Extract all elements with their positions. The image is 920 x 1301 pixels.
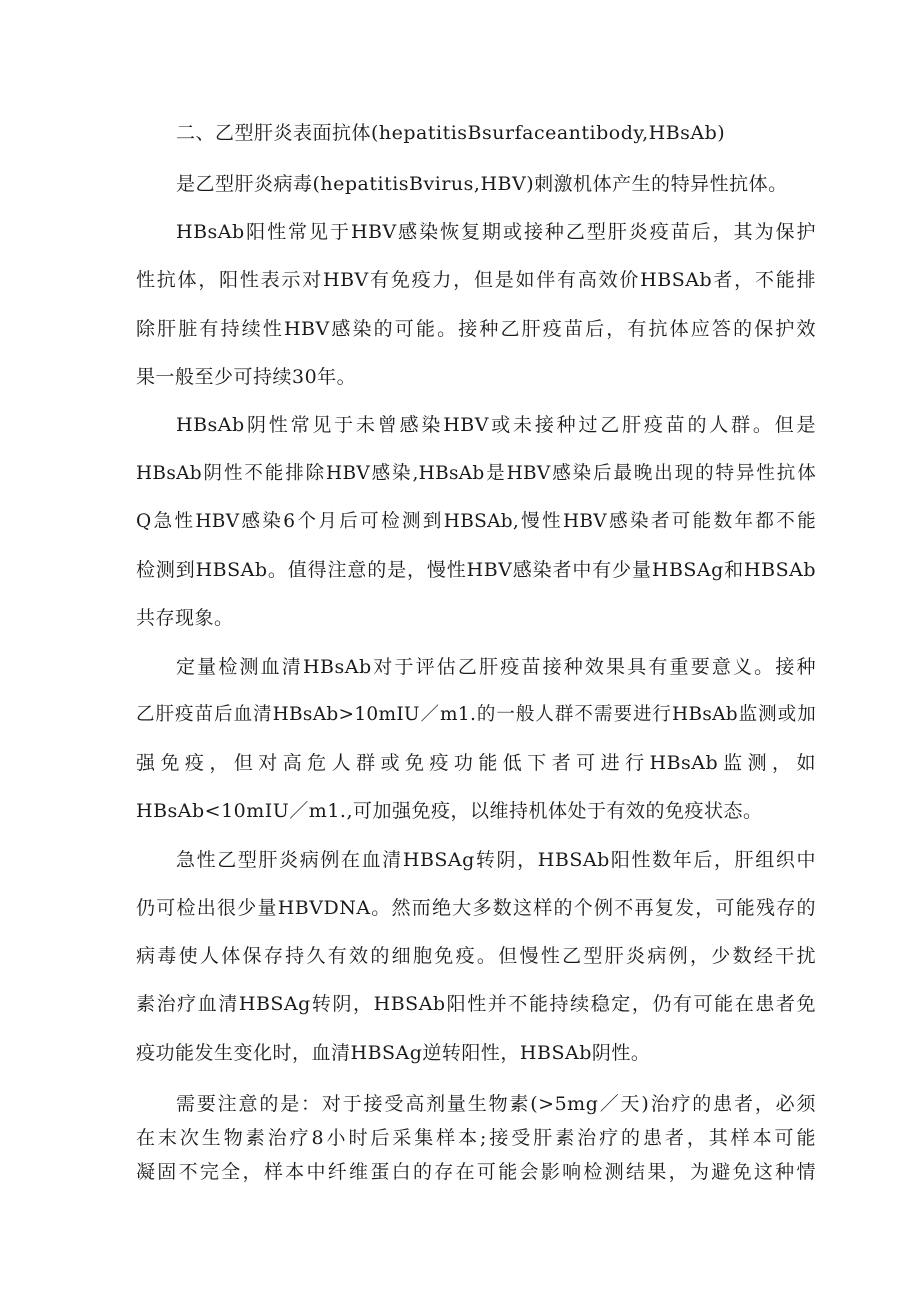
paragraph-line: 需要注意的是：对于接受高剂量生物素(>5mg／天)治疗的患者，必须 [176, 1093, 816, 1115]
paragraph-line: Q急性HBV感染6个月后可检测到HBSAb,慢性HBV感染者可能数年都不能 [136, 511, 816, 532]
paragraph-line: 疫功能发生变化时，血清HBSAg逆转阳性，HBSAb阴性。 [136, 1042, 651, 1064]
paragraph-line: 除肝脏有持续性HBV感染的可能。接种乙肝疫苗后，有抗体应答的保护效 [136, 318, 816, 340]
paragraph-line: 急性乙型肝炎病例在血清HBSAg转阴，HBSAb阳性数年后，肝组织中 [176, 849, 816, 871]
paragraph-line: 病毒使人体保存持久有效的细胞免疫。但慢性乙型肝炎病例，少数经干扰 [136, 945, 816, 967]
paragraph-line: 果一般至少可持续30年。 [136, 366, 357, 388]
paragraph-line: 检测到HBSAb。值得注意的是，慢性HBV感染者中有少量HBSAg和HBSAb [136, 559, 816, 581]
paragraph-line: 是乙型肝炎病毒(hepatitisBvirus,HBV)刺激机体产生的特异性抗体。 [176, 173, 788, 195]
paragraph-line: 凝固不完全，样本中纤维蛋白的存在可能会影响检测结果，为避免这种情 [136, 1161, 816, 1183]
section-heading: 二、乙型肝炎表面抗体(hepatitisBsurfaceantibody,HBsAb) [176, 122, 726, 144]
paragraph-line: 强免疫，但对高危人群或免疫功能低下者可进行HBsAb监测，如 [136, 752, 816, 774]
paragraph-line: 在末次生物素治疗8小时后采集样本;接受肝素治疗的患者，其样本可能 [136, 1127, 816, 1149]
paragraph-line: HBsAb<10mIU／m1.,可加强免疫，以维持机体处于有效的免疫状态。 [136, 800, 763, 822]
paragraph-line: 素治疗血清HBSAg转阴，HBSAb阳性并不能持续稳定，仍有可能在患者免 [136, 993, 816, 1015]
paragraph-line: 乙肝疫苗后血清HBsAb>10mIU／m1.的一般人群不需要进行HBsAb监测或加 [136, 704, 816, 725]
paragraph-line: 性抗体，阳性表示对HBV有免疫力，但是如伴有高效价HBSAb者，不能排 [136, 269, 816, 291]
paragraph-line: HBsAb阴性不能排除HBV感染,HBsAb是HBV感染后最晚出现的特异性抗体 [136, 463, 816, 484]
paragraph-line: 仍可检出很少量HBVDNA。然而绝大多数这样的个例不再复发，可能残存的 [136, 897, 816, 919]
paragraph-line: 共存现象。 [136, 607, 234, 629]
paragraph-line: 定量检测血清HBsAb对于评估乙肝疫苗接种效果具有重要意义。接种 [176, 656, 816, 678]
paragraph-line: HBsAb阴性常见于未曾感染HBV或未接种过乙肝疫苗的人群。但是 [176, 414, 816, 436]
paragraph-line: HBsAb阳性常见于HBV感染恢复期或接种乙型肝炎疫苗后，其为保护 [176, 221, 816, 243]
